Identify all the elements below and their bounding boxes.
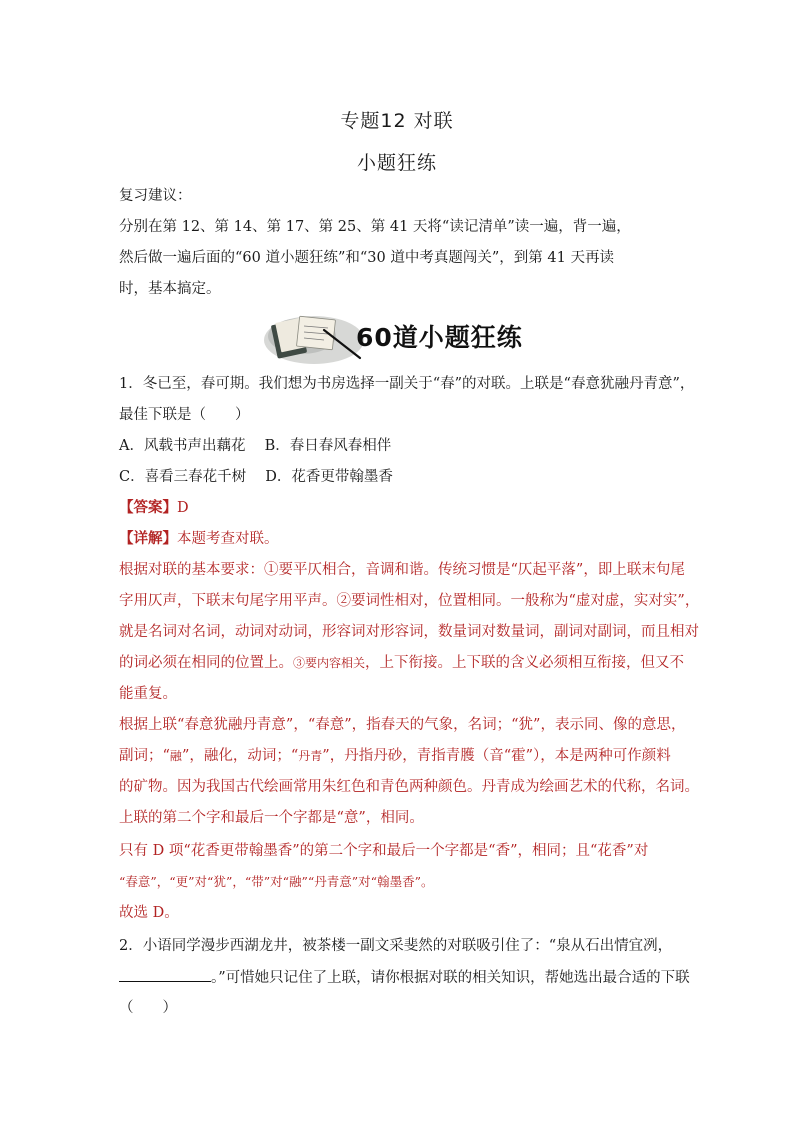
answer-value: D [177, 500, 189, 516]
q1-explanation-line-1: 根据对联的基本要求：①要平仄相合，音调和谐。传统习惯是“仄起平落”，即上联末句尾 [119, 562, 685, 578]
advice-line-2: 然后做一遍后面的“60 道小题狂练”和“30 道中考真题闯关”，到第 41 天再读 [119, 250, 614, 266]
answer-blank[interactable] [119, 967, 211, 982]
answer-tag: 【答案】 [119, 499, 177, 516]
section-banner [262, 308, 542, 366]
q2-stem-line-1: 2．小语同学漫步西湖龙井，被茶楼一副文采斐然的对联吸引住了：“泉从石出情宜冽， [119, 938, 673, 954]
q1-detail [119, 529, 699, 549]
q1-stem-line-1: 1．冬已至，春可期。我们想为书房选择一副关于“春”的对联。上联是“春意犹融丹青意”， [119, 376, 695, 392]
q1-options-line-1: A．风载书声出藕花 B．春日春风春相伴 [119, 438, 392, 454]
q1-stem-line-2: 最佳下联是（ ） [119, 407, 250, 423]
q1-explanation-line-8: 的矿物。因为我国古代绘画常用朱红色和青色两种颜色。丹青成为绘画艺术的代称，名词。 [119, 779, 699, 795]
detail-tag: 【详解】 [119, 530, 177, 547]
page-title: 专题12 对联 [340, 110, 454, 132]
advice-line-3: 时，基本搞定。 [119, 281, 221, 297]
q1-explanation-line-4: 的词必须在相同的位置上。③要内容相关，上下衔接。上下联的含义必须相互衔接，但又不 [119, 655, 685, 671]
q1-explanation-line-2: 字用仄声，下联末句尾字用平声。②要词性相对，位置相同。一般称为“虚对虚，实对实”， [119, 593, 700, 609]
advice-label: 复习建议： [119, 188, 192, 204]
banner-title: 60道小题狂练 [356, 323, 523, 352]
q1-explanation-line-11: “春意”，“更”对“犹”，“带”对“融”“丹青意”对“翰墨香”。 [119, 874, 434, 889]
q1-explanation-line-5: 能重复。 [119, 686, 177, 702]
q1-explanation-line-9: 上联的第二个字和最后一个字都是“意”，相同。 [119, 810, 424, 826]
q1-answer [119, 498, 699, 518]
advice-line-1: 分别在第 12、第 14、第 17、第 25、第 41 天将“读记清单”读一遍，背一遍， [119, 219, 631, 235]
q2-stem-line-2: 。”可惜她只记住了上联，请你根据对联的相关知识，帮她选出最合适的下联 [119, 967, 699, 988]
q2-stem-line-3: （ ） [119, 1000, 177, 1016]
q1-explanation-line-10: 只有 D 项“花香更带翰墨香”的第二个字和最后一个字都是“香”，相同；且“花香”对 [119, 843, 649, 859]
detail-value: 本题考查对联。 [177, 531, 279, 547]
q1-explanation-line-7: 副词；“融”，融化，动词；“丹青”，丹指丹砂，青指青臒（音“霍”），本是两种可作颜料 [119, 748, 671, 764]
q1-conclusion: 故选 D。 [119, 905, 179, 921]
q1-explanation-line-6: 根据上联“春意犹融丹青意”，“春意”，指春天的气象，名词；“犹”，表示同、像的意思， [119, 717, 686, 733]
q1-explanation-line-3: 就是名词对名词，动词对动词，形容词对形容词，数量词对数量词，副词对副词，而且相对 [119, 624, 699, 640]
page-subtitle: 小题狂练 [356, 152, 437, 174]
q1-options-line-2: C．喜看三春花千树 D．花香更带翰墨香 [119, 469, 393, 485]
